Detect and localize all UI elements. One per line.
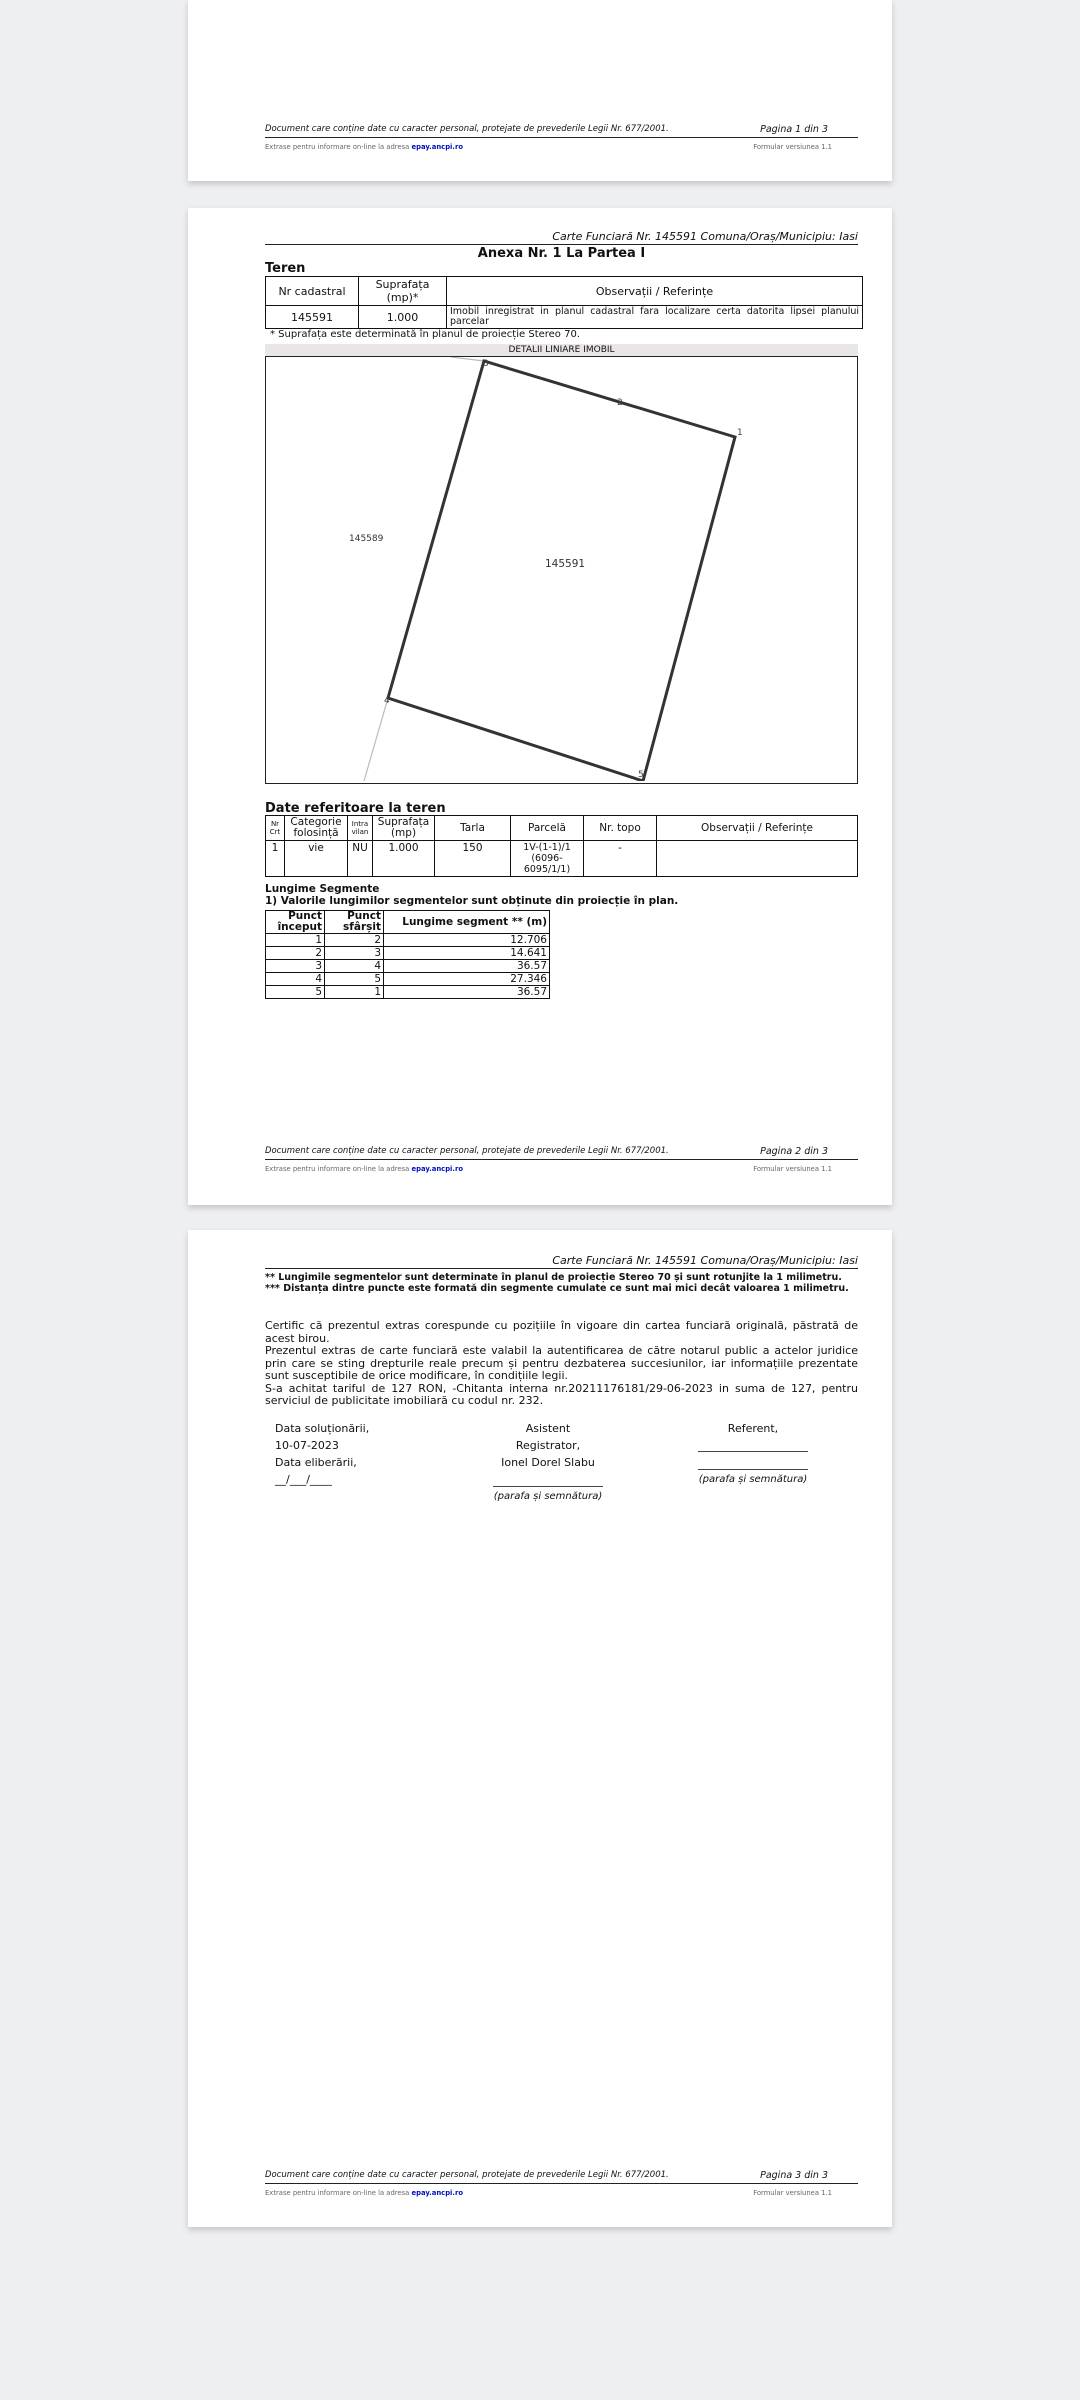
referent-line bbox=[698, 1451, 808, 1452]
table-header: Punct început bbox=[266, 911, 325, 934]
table-cell: Imobil inregistrat in planul cadastral fara localizare certa datorita lipsei planului parcelar bbox=[447, 306, 863, 329]
table-cell: 27.346 bbox=[384, 973, 550, 986]
table-cell: 1.000 bbox=[359, 306, 447, 329]
table-cell: 4 bbox=[325, 960, 384, 973]
table-cell: 3 bbox=[325, 947, 384, 960]
table-header: Tarla bbox=[435, 816, 511, 841]
table-cell: 2 bbox=[325, 934, 384, 947]
annex-title: Anexa Nr. 1 La Partea I bbox=[477, 246, 646, 261]
table-cell: 5 bbox=[325, 973, 384, 986]
table-cell: 36.57 bbox=[384, 986, 550, 999]
page-footer bbox=[265, 1146, 858, 1173]
referent-block bbox=[698, 1420, 808, 1488]
document-page-1 bbox=[188, 0, 892, 181]
table-header: Intra vilan bbox=[348, 816, 373, 841]
table-cell: 1V-(1-1)/1 (6096-6095/1/1) bbox=[511, 841, 584, 877]
page-number: Pagina 3 din 3 bbox=[760, 2170, 828, 2181]
table-header: Nr. topo bbox=[584, 816, 657, 841]
asistent-block bbox=[493, 1420, 603, 1505]
carte-funciara-header: Carte Funciară Nr. 145591 Comuna/Oraș/Municipiu: Iasi bbox=[265, 1254, 858, 1269]
point-label: 2 bbox=[617, 398, 623, 408]
table-cell: 14.641 bbox=[384, 947, 550, 960]
asistent-label: Asistent Registrator, bbox=[515, 1422, 581, 1452]
table-header: Nr Crt bbox=[266, 816, 285, 841]
online-text: Extrase pentru informare on-line la adresa bbox=[265, 143, 410, 151]
footer-privacy-text: Document care conține date cu caracter personal, protejate de prevederile Legii Nr. 677/2001. bbox=[265, 124, 669, 134]
form-version: Formular versiunea 1.1 bbox=[753, 143, 832, 151]
note-segment-lengths: ** Lungimile segmentelor sunt determinate în planul de proiecție Stereo 70 și sunt rotunjite la 1 milimetru. bbox=[265, 1272, 842, 1283]
table-cell: 1 bbox=[325, 986, 384, 999]
parcel-number-label: 145591 bbox=[545, 558, 586, 570]
parcel-outline bbox=[388, 361, 735, 781]
certification-text bbox=[265, 1320, 858, 1408]
referent-signature: (parafa și semnătura) bbox=[698, 1469, 808, 1488]
point-label: 3 bbox=[483, 359, 489, 369]
teren-title: Teren bbox=[265, 261, 306, 276]
epay-link[interactable]: epay.ancpi.ro bbox=[411, 2189, 463, 2197]
table-header: Nr cadastral bbox=[266, 277, 359, 306]
segments-title: Lungime Segmente bbox=[265, 883, 380, 895]
date-teren-table bbox=[265, 815, 858, 877]
table-cell: 150 bbox=[435, 841, 511, 877]
table-header: Suprafața (mp)* bbox=[359, 277, 447, 306]
data-eliberarii-label: Data eliberării, bbox=[275, 1456, 357, 1469]
neighbor-parcel-label: 145589 bbox=[349, 534, 384, 544]
table-header: Punct sfârșit bbox=[325, 911, 384, 934]
data-solutionarii-label: Data soluționării, bbox=[275, 1422, 370, 1435]
table-header: Observații / Referințe bbox=[447, 277, 863, 306]
page-number: Pagina 2 din 3 bbox=[760, 1146, 828, 1157]
certification-paragraph: Prezentul extras de carte funciară este valabil la autentificarea de către notarul public a actelor juridice prin care se sting drepturile reale precum și pentru dezbaterea succesiunilor, iar informațiile prezentate sunt susceptibile de orice modificare, în condițiile legii. bbox=[265, 1344, 858, 1382]
table-cell: 5 bbox=[266, 986, 325, 999]
form-version: Formular versiunea 1.1 bbox=[753, 2189, 832, 2197]
table-cell: 12.706 bbox=[384, 934, 550, 947]
certification-paragraph: Certific că prezentul extras corespunde cu pozițiile în vigoare din cartea funciară originală, păstrată de acest birou. bbox=[265, 1319, 858, 1345]
document-page-3 bbox=[188, 1230, 892, 2227]
table-cell: 36.57 bbox=[384, 960, 550, 973]
referent-label: Referent, bbox=[727, 1422, 779, 1435]
table-header: Suprafața (mp) bbox=[373, 816, 435, 841]
table-cell: vie bbox=[285, 841, 348, 877]
footer-privacy-text: Document care conține date cu caracter personal, protejate de prevederile Legii Nr. 677/2001. bbox=[265, 2170, 669, 2180]
online-text: Extrase pentru informare on-line la adresa bbox=[265, 1165, 410, 1173]
table-header: Parcelă bbox=[511, 816, 584, 841]
table-cell: 3 bbox=[266, 960, 325, 973]
asistent-name: Ionel Dorel Slabu bbox=[501, 1456, 595, 1469]
table-row bbox=[266, 986, 550, 999]
page-footer bbox=[265, 124, 858, 151]
table-row bbox=[266, 947, 550, 960]
table-row bbox=[266, 960, 550, 973]
epay-link[interactable]: epay.ancpi.ro bbox=[411, 1165, 463, 1173]
point-label: 4 bbox=[384, 696, 390, 706]
drawing-title-bar: DETALII LINIARE IMOBIL bbox=[265, 344, 858, 356]
table-cell bbox=[657, 841, 858, 877]
document-page-2 bbox=[188, 208, 892, 1205]
epay-link[interactable]: epay.ancpi.ro bbox=[411, 143, 463, 151]
teren-table bbox=[265, 276, 863, 329]
page-footer bbox=[265, 2170, 858, 2197]
table-cell: 1 bbox=[266, 841, 285, 877]
table-row bbox=[266, 934, 550, 947]
page-content bbox=[265, 1254, 858, 1408]
segments-subtitle: 1) Valorile lungimilor segmentelor sunt obținute din proiecție în plan. bbox=[265, 895, 679, 907]
form-version: Formular versiunea 1.1 bbox=[753, 1165, 832, 1173]
online-text: Extrase pentru informare on-line la adresa bbox=[265, 2189, 410, 2197]
date-teren-title: Date referitoare la teren bbox=[265, 801, 446, 816]
footer-privacy-text: Document care conține date cu caracter personal, protejate de prevederile Legii Nr. 677/2001. bbox=[265, 1146, 669, 1156]
asistent-signature: (parafa și semnătura) bbox=[493, 1486, 603, 1505]
segments-table bbox=[265, 910, 550, 999]
carte-funciara-header: Carte Funciară Nr. 145591 Comuna/Oraș/Municipiu: Iasi bbox=[265, 230, 858, 245]
note-distance: *** Distanța dintre puncte este formată din segmente cumulate ce sunt mai mici decât valoarea 1 milimetru. bbox=[265, 1283, 849, 1294]
table-cell: - bbox=[584, 841, 657, 877]
point-label: 1 bbox=[737, 428, 743, 438]
table-cell: 4 bbox=[266, 973, 325, 986]
table-header: Lungime segment ** (m) bbox=[384, 911, 550, 934]
table-cell: 145591 bbox=[266, 306, 359, 329]
certification-paragraph: S-a achitat tariful de 127 RON, -Chitanta interna nr.20211176181/29-06-2023 in suma de 127, pentru serviciul de publicitate imobiliară cu codul nr. 232. bbox=[265, 1381, 858, 1407]
data-eliberarii-value: __/___/____ bbox=[275, 1473, 332, 1486]
neighbor-line bbox=[364, 698, 388, 781]
page-number: Pagina 1 din 3 bbox=[760, 124, 828, 135]
parcel-drawing bbox=[265, 356, 858, 784]
data-solutionarii-value: 10-07-2023 bbox=[275, 1439, 339, 1452]
point-label: 5 bbox=[638, 770, 644, 780]
table-row bbox=[266, 973, 550, 986]
table-header: Observații / Referințe bbox=[657, 816, 858, 841]
table-cell: 1 bbox=[266, 934, 325, 947]
table-cell: 2 bbox=[266, 947, 325, 960]
table-cell: NU bbox=[348, 841, 373, 877]
parcel-plan-svg bbox=[266, 357, 857, 781]
dates-block bbox=[275, 1420, 369, 1488]
surface-note: * Suprafața este determinată în planul de proiecție Stereo 70. bbox=[270, 329, 581, 340]
neighbor-line bbox=[451, 357, 484, 361]
table-header: Categorie folosință bbox=[285, 816, 348, 841]
page-content bbox=[265, 230, 858, 999]
table-cell: 1.000 bbox=[373, 841, 435, 877]
